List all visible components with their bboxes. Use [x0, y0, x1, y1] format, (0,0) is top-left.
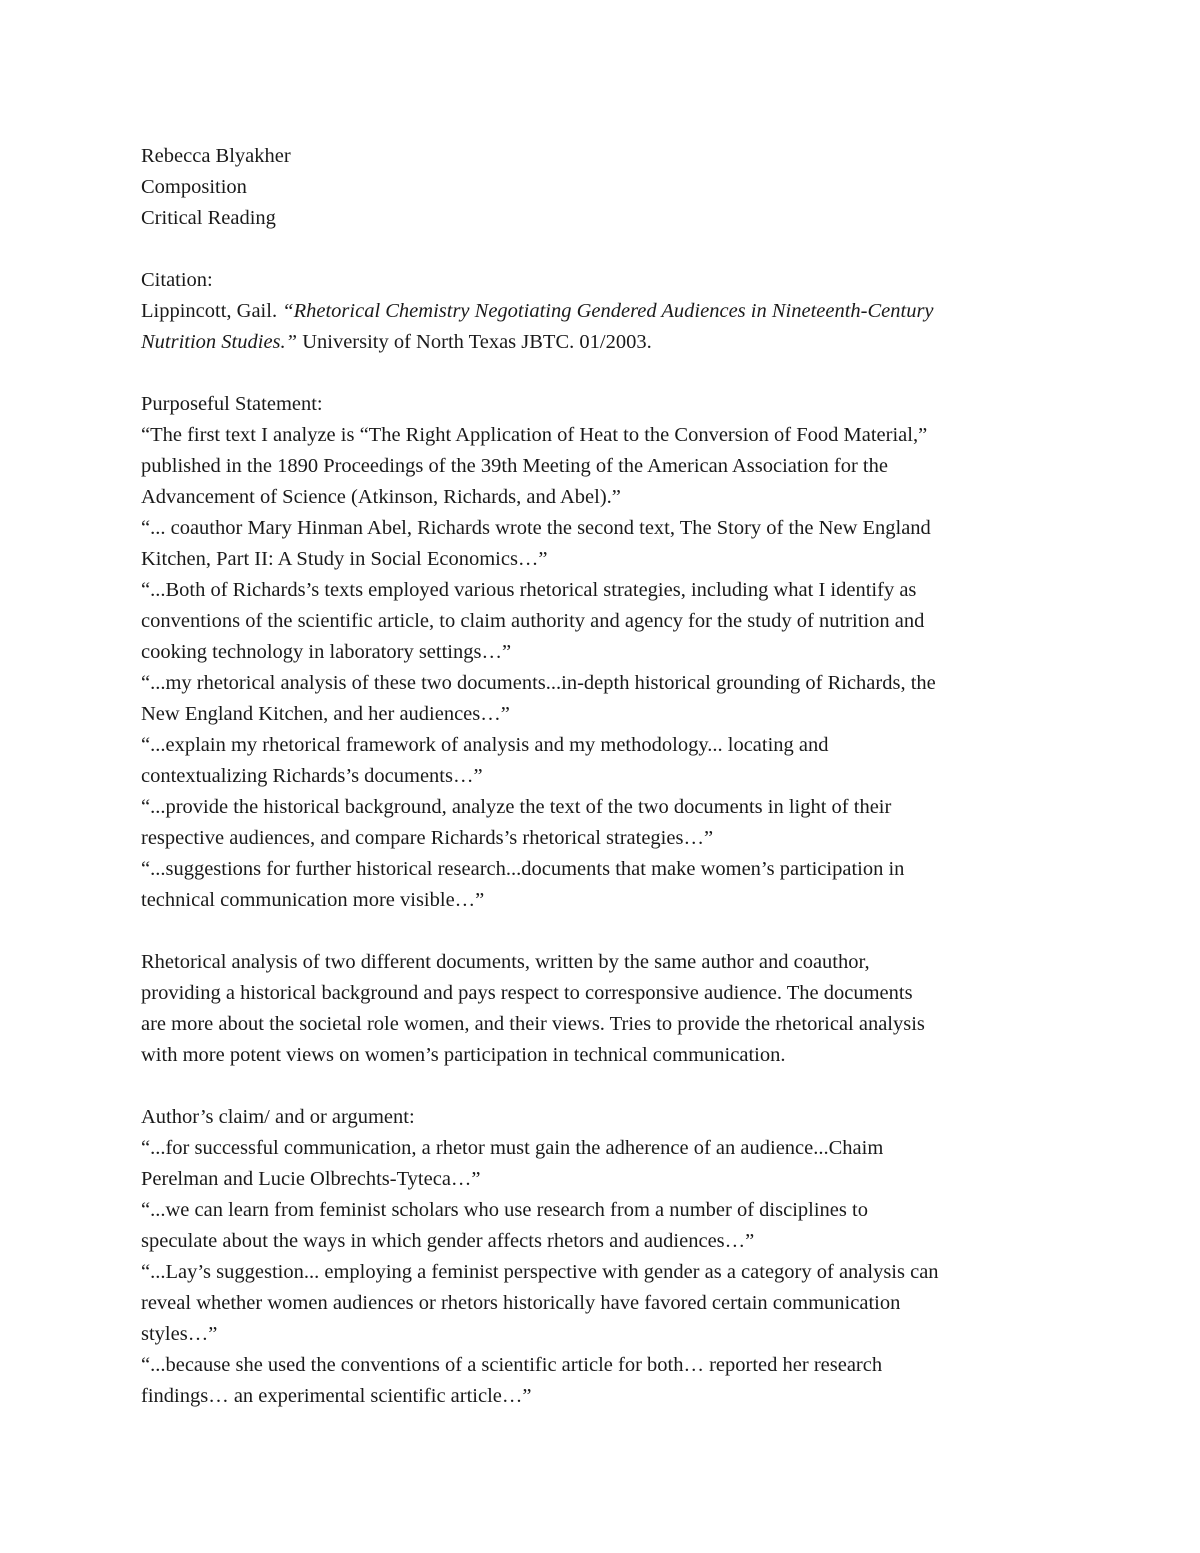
- claim-line: reveal whether women audiences or rhetors historically have favored certain communication: [141, 1292, 901, 1314]
- statement-line: contextualizing Richards’s documents…”: [141, 765, 483, 787]
- statement-line: Advancement of Science (Atkinson, Richards, and Abel).”: [141, 486, 621, 508]
- statement-line: “The first text I analyze is “The Right Application of Heat to the Conversion of Food Material,”: [141, 424, 928, 446]
- statement-line: technical communication more visible…”: [141, 889, 485, 911]
- citation-title-part-2: Nutrition Studies.”: [141, 331, 298, 353]
- statement-line: “... coauthor Mary Hinman Abel, Richards wrote the second text, The Story of the New England: [141, 517, 931, 539]
- summary-line: Rhetorical analysis of two different documents, written by the same author and coauthor,: [141, 951, 870, 973]
- statement-line: respective audiences, and compare Richards’s rhetorical strategies…”: [141, 827, 714, 849]
- citation-line-1: [141, 296, 1066, 327]
- claim-label: Author’s claim/ and or argument:: [141, 1106, 415, 1128]
- citation-author: Lippincott, Gail.: [141, 300, 283, 322]
- statement-line: cooking technology in laboratory settings…”: [141, 641, 512, 663]
- claim-line: “...because she used the conventions of a scientific article for both… reported her research: [141, 1354, 883, 1376]
- spacer: [141, 1071, 1066, 1102]
- summary-line: with more potent views on women’s participation in technical communication.: [141, 1044, 786, 1066]
- summary-line: providing a historical background and pays respect to corresponsive audience. The documents: [141, 982, 913, 1004]
- spacer: [141, 916, 1066, 947]
- spacer: [141, 358, 1066, 389]
- purposeful-statement-label: Purposeful Statement:: [141, 393, 323, 415]
- assignment-title: Critical Reading: [141, 207, 276, 229]
- claim-line: “...Lay’s suggestion... employing a feminist perspective with gender as a category of analysis can: [141, 1261, 939, 1283]
- citation-title-part-1: “Rhetorical Chemistry Negotiating Gendered Audiences in Nineteenth-Century: [282, 300, 934, 322]
- statement-line: published in the 1890 Proceedings of the 39th Meeting of the American Association for the: [141, 455, 888, 477]
- claim-line: findings… an experimental scientific article…”: [141, 1385, 532, 1407]
- statement-line: “...my rhetorical analysis of these two documents...in-depth historical grounding of Richards, the: [141, 672, 936, 694]
- citation-line-2: [141, 327, 1066, 358]
- claim-line: “...we can learn from feminist scholars who use research from a number of disciplines to: [141, 1199, 868, 1221]
- claim-line: speculate about the ways in which gender affects rhetors and audiences…”: [141, 1230, 755, 1252]
- author-name: Rebecca Blyakher: [141, 145, 291, 167]
- claim-line: “...for successful communication, a rhetor must gain the adherence of an audience...Chaim: [141, 1137, 884, 1159]
- statement-line: “...provide the historical background, analyze the text of the two documents in light of their: [141, 796, 892, 818]
- statement-line: Kitchen, Part II: A Study in Social Economics…”: [141, 548, 548, 570]
- course-name: Composition: [141, 176, 247, 198]
- citation-source: University of North Texas JBTC. 01/2003.: [297, 331, 652, 353]
- spacer: [141, 234, 1066, 265]
- statement-line: “...explain my rhetorical framework of analysis and my methodology... locating and: [141, 734, 829, 756]
- citation-label: Citation:: [141, 269, 213, 291]
- claim-line: styles…”: [141, 1323, 218, 1345]
- statement-line: “...Both of Richards’s texts employed various rhetorical strategies, including what I identify as: [141, 579, 917, 601]
- statement-line: “...suggestions for further historical research...documents that make women’s participation in: [141, 858, 905, 880]
- statement-line: New England Kitchen, and her audiences…”: [141, 703, 510, 725]
- document-body: [141, 141, 1066, 1412]
- claim-line: Perelman and Lucie Olbrechts-Tyteca…”: [141, 1168, 481, 1190]
- statement-line: conventions of the scientific article, to claim authority and agency for the study of nutrition and: [141, 610, 925, 632]
- summary-line: are more about the societal role women, and their views. Tries to provide the rhetorical analysis: [141, 1013, 925, 1035]
